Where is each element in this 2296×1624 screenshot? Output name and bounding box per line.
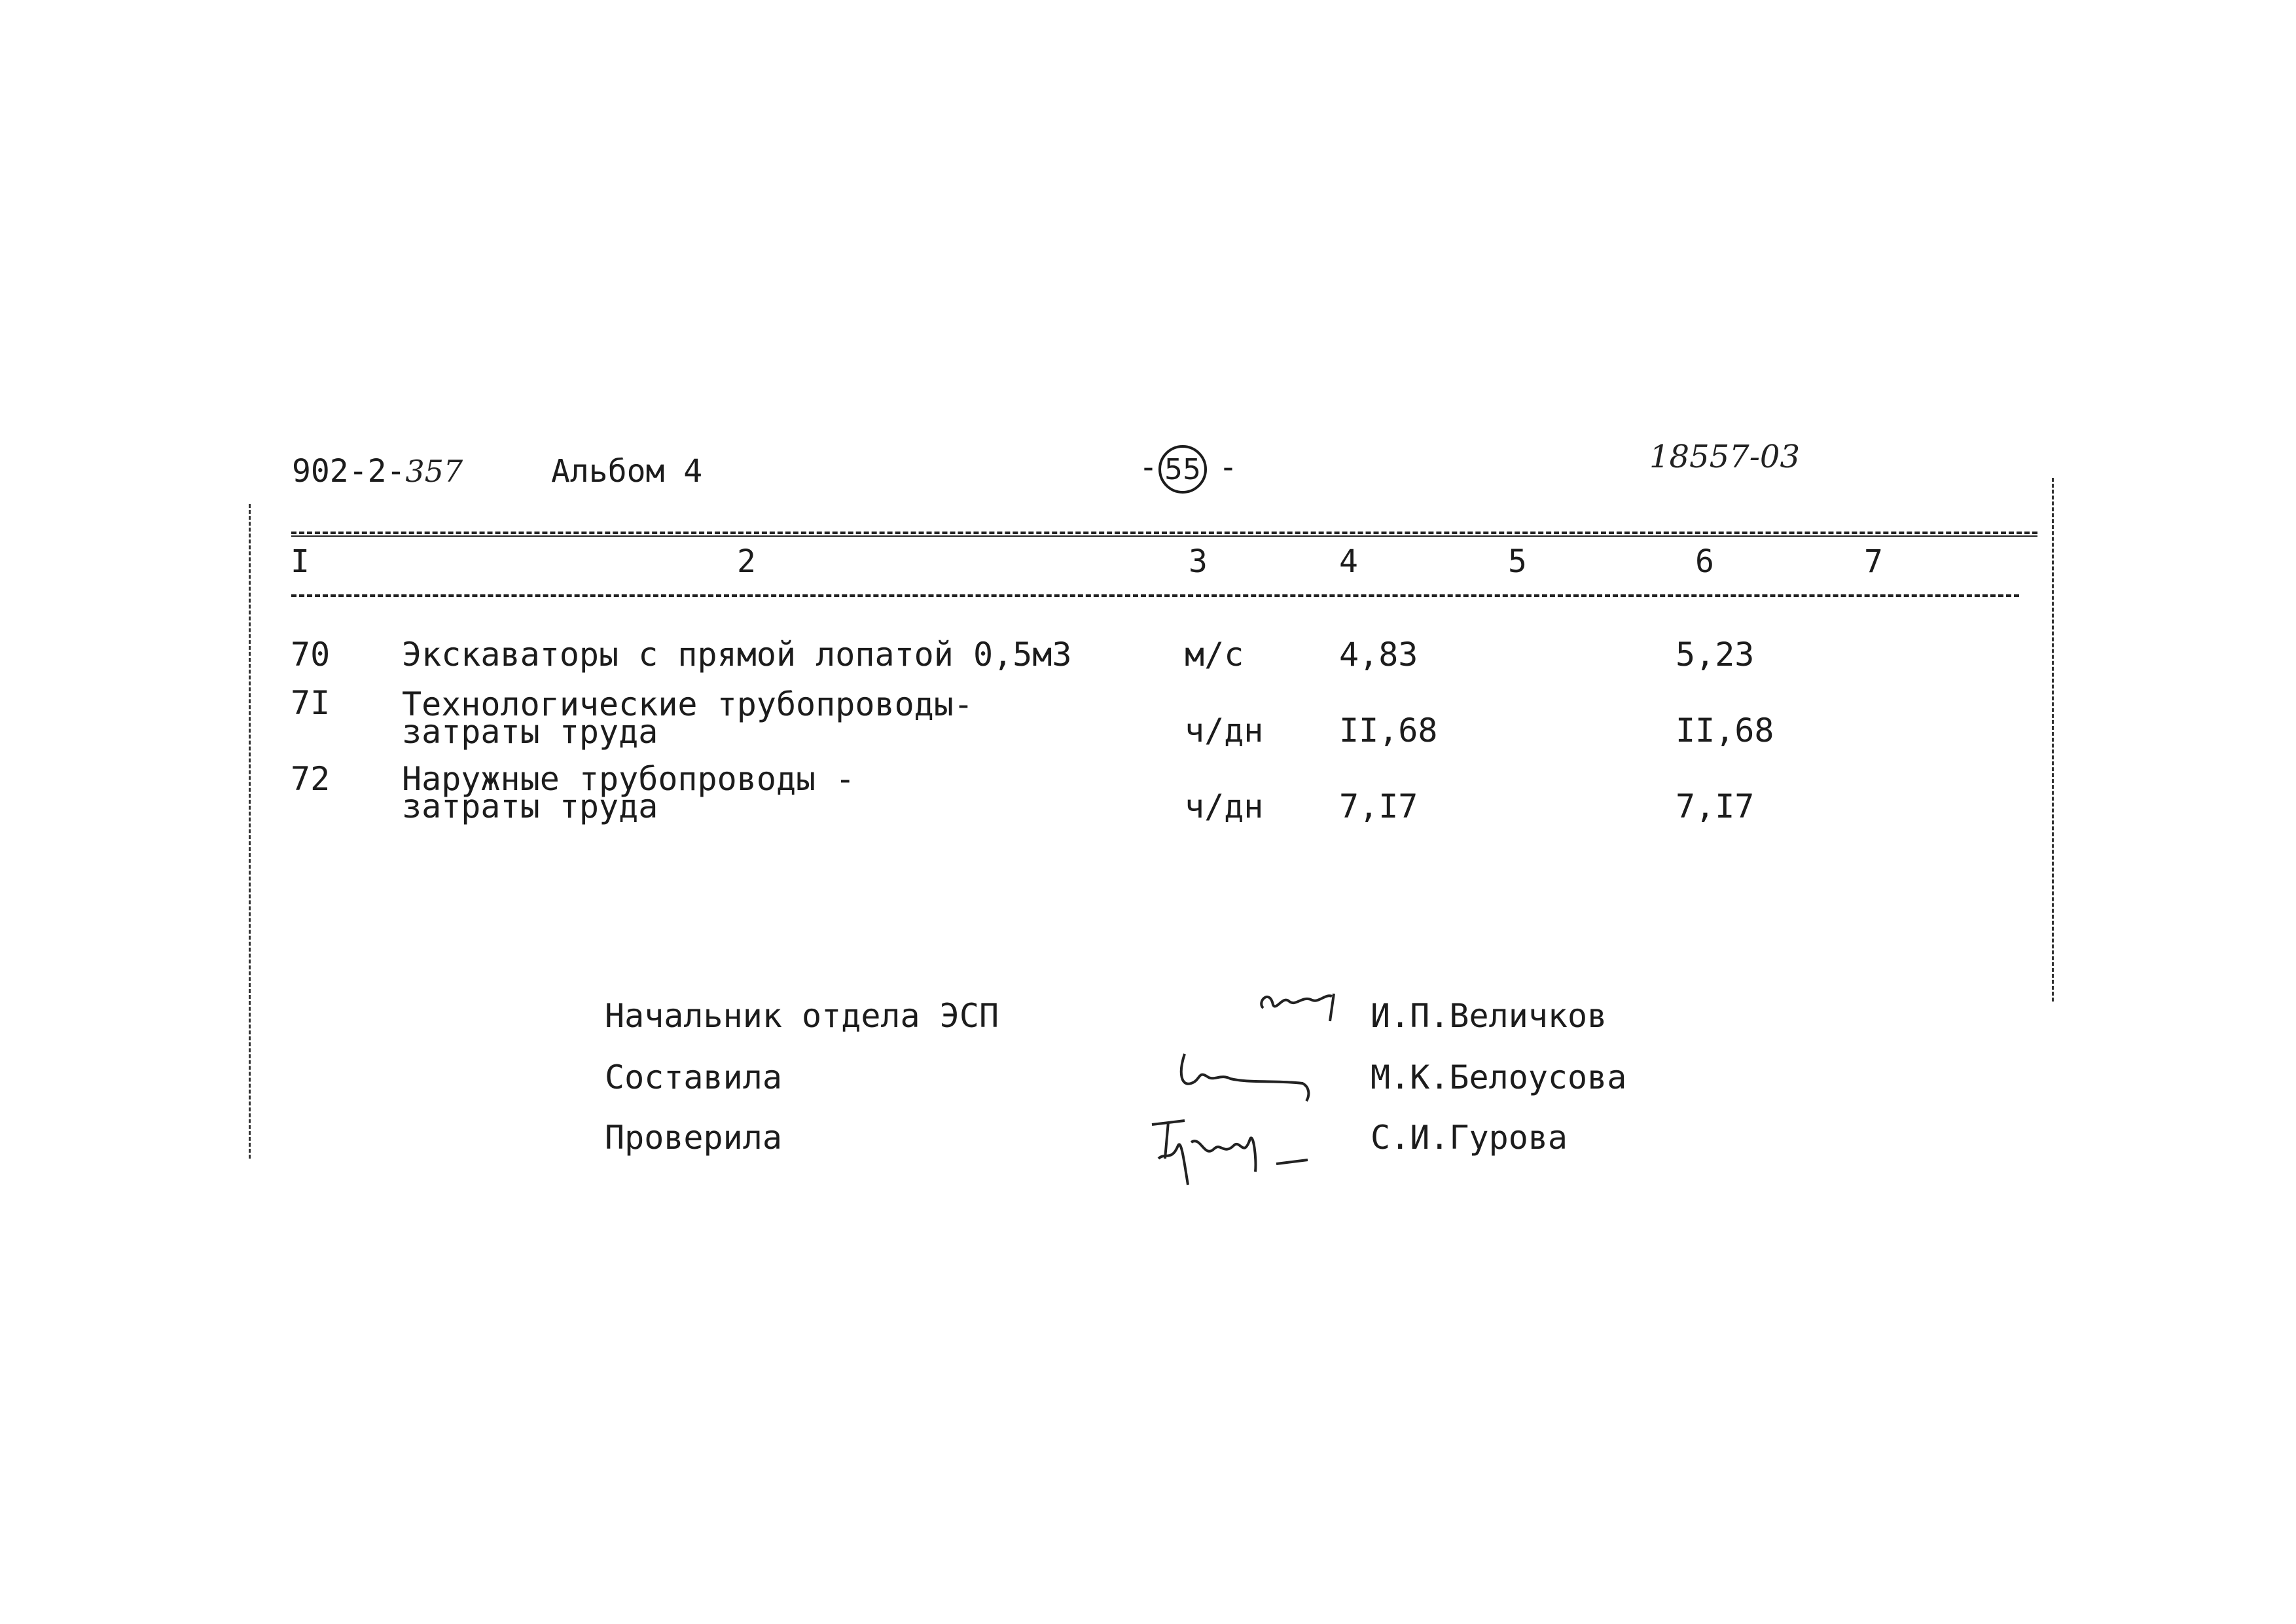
signature-name-2: М.К.Белоусова xyxy=(1371,1058,1627,1096)
page-number xyxy=(1158,445,1207,494)
row-71-col4: II,68 xyxy=(1339,712,1438,749)
row-71-unit: ч/дн xyxy=(1185,712,1264,749)
album-label: Альбом 4 xyxy=(551,453,703,490)
doc-code xyxy=(292,453,463,490)
row-71-name-line2: затраты труда xyxy=(402,713,658,751)
row-71-num: 7I xyxy=(291,684,331,722)
page-number-text: 55 xyxy=(1164,452,1201,486)
row-70-name: Экскаваторы с прямой лопатой 0,5м3 xyxy=(402,636,1072,674)
signature-name-1: И.П.Величков xyxy=(1371,997,1607,1035)
signature-name-3: С.И.Гурова xyxy=(1371,1119,1568,1157)
col-header-4: 4 xyxy=(1339,543,1358,580)
signature-role-1: Начальник отдела ЭСП xyxy=(605,997,999,1035)
right-border xyxy=(2052,478,2054,1001)
col-header-1: I xyxy=(291,543,310,580)
table-header-rule xyxy=(291,594,2019,597)
signature-scribble-1 xyxy=(1250,982,1342,1034)
col-header-7: 7 xyxy=(1864,543,1883,580)
col-header-6: 6 xyxy=(1695,543,1714,580)
row-70-unit: м/с xyxy=(1185,636,1244,674)
signature-scribble-3 xyxy=(1139,1113,1322,1191)
row-72-num: 72 xyxy=(291,760,331,798)
row-71-name-line1: Технологические трубопроводы- xyxy=(402,685,973,723)
signature-role-2: Составила xyxy=(605,1058,782,1096)
page-dash-left: - xyxy=(1139,449,1158,486)
row-70-col4: 4,83 xyxy=(1339,636,1418,674)
col-header-3: 3 xyxy=(1189,543,1208,580)
row-72-name-line1: Наружные трубопроводы - xyxy=(402,760,855,798)
doc-code-printed: 902-2- xyxy=(292,453,406,490)
archive-number: 18557-03 xyxy=(1649,439,1800,475)
signature-role-3: Проверила xyxy=(605,1119,782,1157)
row-70-col6: 5,23 xyxy=(1676,636,1755,674)
table-top-rule xyxy=(291,532,2037,534)
col-header-5: 5 xyxy=(1508,543,1527,580)
doc-code-handwritten: 357 xyxy=(405,454,463,489)
row-72-name-line2: затраты труда xyxy=(402,787,658,825)
row-71-col6: II,68 xyxy=(1676,712,1774,749)
row-72-col4: 7,I7 xyxy=(1339,787,1418,825)
left-border xyxy=(249,504,251,1159)
col-header-2: 2 xyxy=(737,543,756,580)
row-72-unit: ч/дн xyxy=(1185,787,1264,825)
row-72-col6: 7,I7 xyxy=(1676,787,1755,825)
signature-scribble-2 xyxy=(1172,1047,1322,1106)
page-dash-right: - xyxy=(1219,449,1238,486)
row-70-num: 70 xyxy=(291,636,331,674)
table-top-rule-2 xyxy=(291,535,2037,537)
